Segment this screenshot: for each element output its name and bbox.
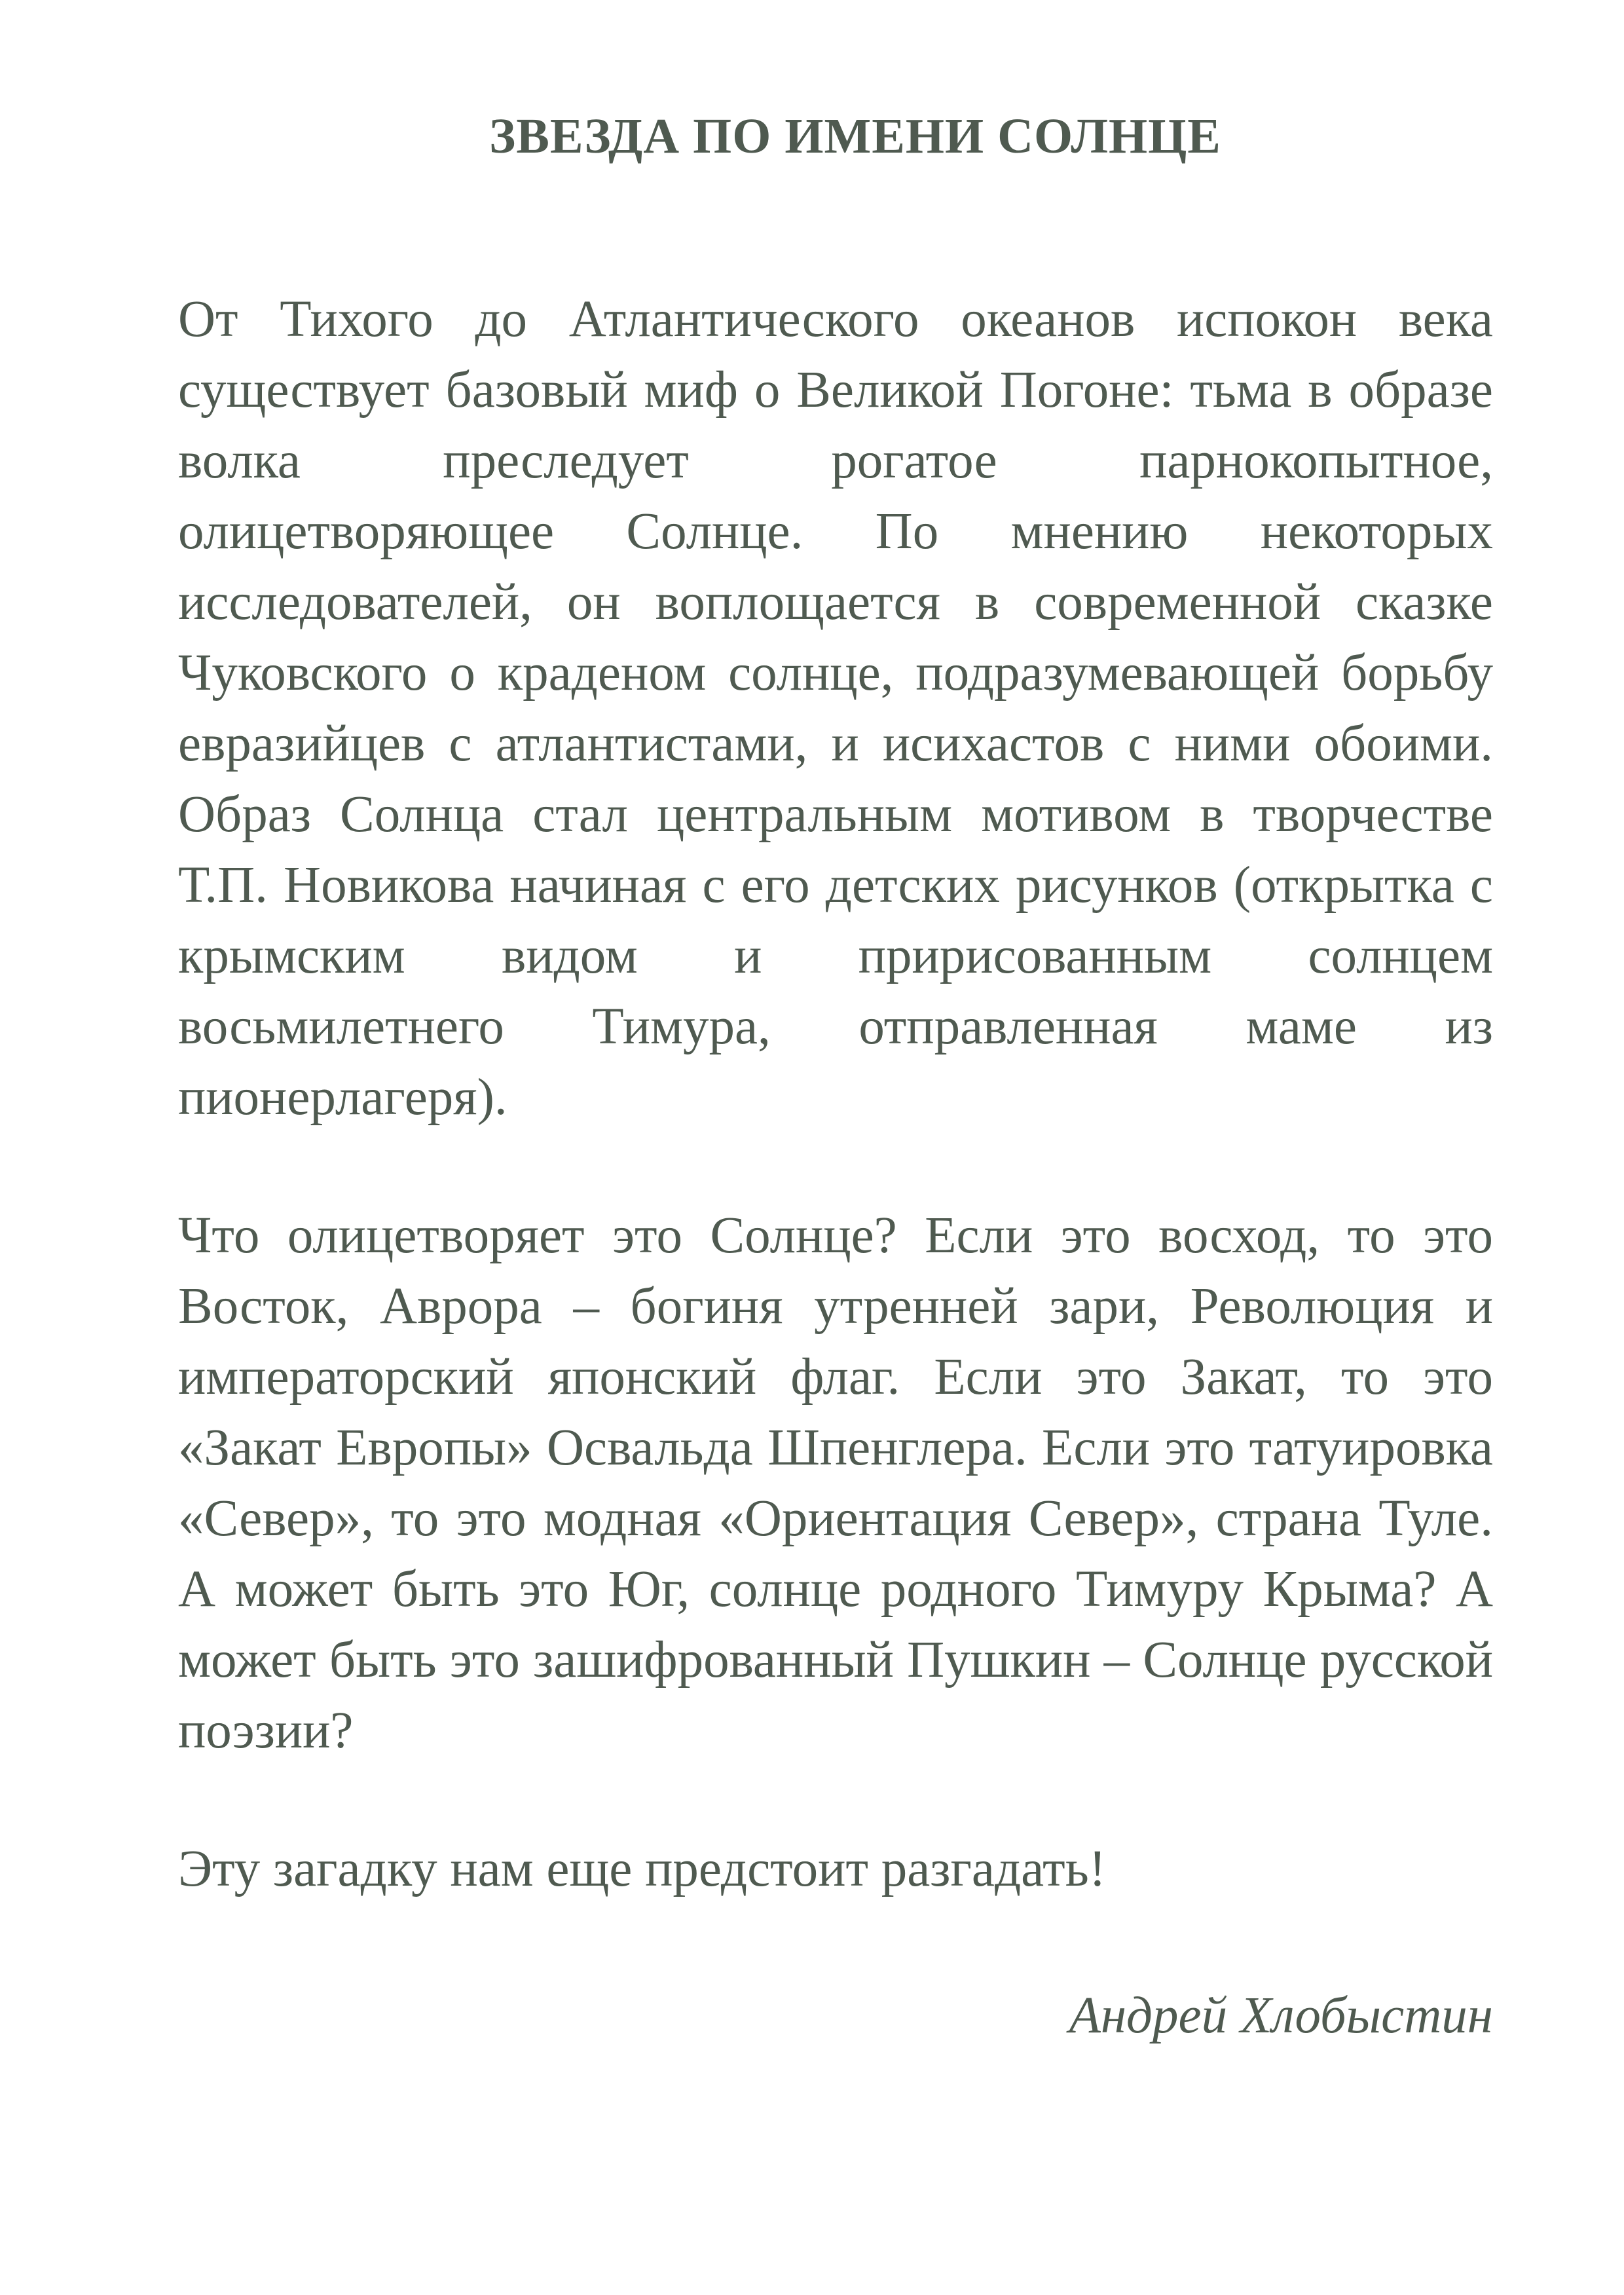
document-body [178,284,1493,1905]
paragraph-1: От Тихого до Атлантического океанов испокон века существует базовый миф о Великой Погоне: тьма в образе волка преследует рогатое парнокопытное, олицетворяющее Солнце. По мнению некоторых исследователей, он воплощается в современной сказке Чуковского о краденом солнце, подразумевающей борьбу евразийцев с атлантистами, и исихастов с ними обоими. Образ Солнца стал центральным мотивом в творчестве Т.П. Новикова начиная с его детских рисунков (открытка с крымским видом и пририсованным солнцем восьмилетнего Тимура, отправленная маме из пионерлагеря). [178,291,1493,1126]
paragraph-2: Что олицетворяет это Солнце? Если это восход, то это Восток, Аврора – богиня утренней зари, Революция и императорский японский флаг. Если это Закат, то это «Закат Европы» Освальда Шпенглера. Если это татуировка «Север», то это модная «Ориентация Север», страна Туле. А может быть это Юг, солнце родного Тимуру Крыма? А может быть это зашифрованный Пушкин – Солнце русской поэзии? [178,1207,1493,1759]
author-signature: Андрей Хлобыстин [1069,1987,1493,2044]
paragraph-3: Эту загадку нам еще предстоит разгадать! [178,1840,1107,1897]
document-title: ЗВЕЗДА ПО ИМЕНИ СОЛНЦЕ [489,109,1221,164]
